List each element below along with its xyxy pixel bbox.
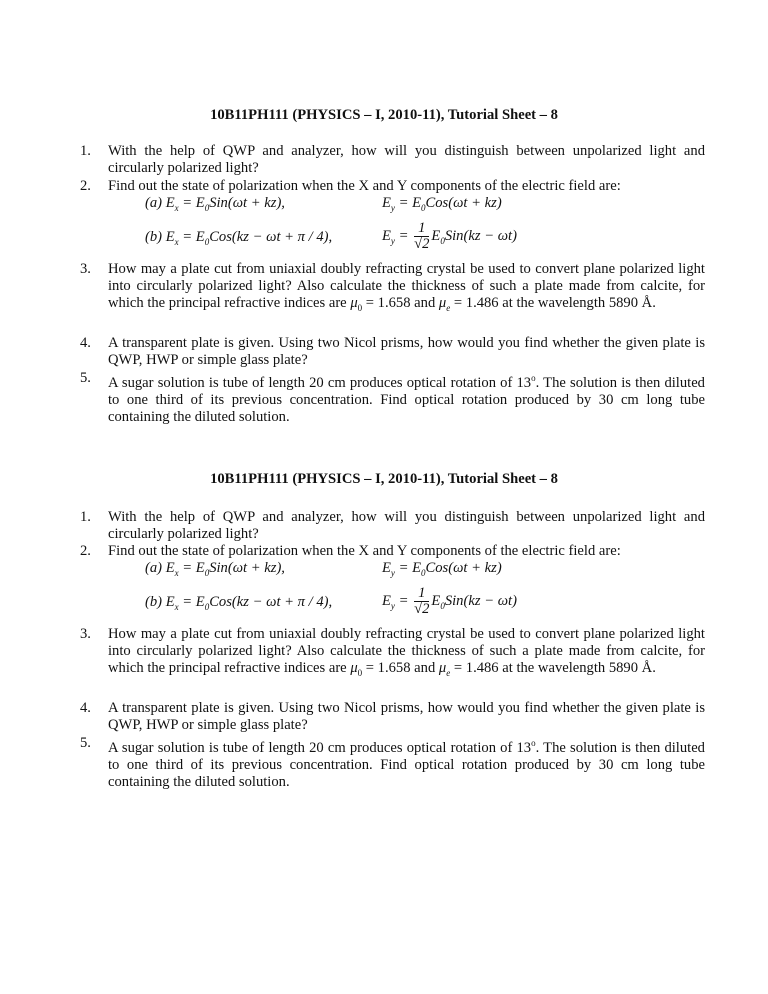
sheet-title: 10B11PH111 (PHYSICS – I, 2010-11), Tutorial Sheet – 8 <box>210 107 558 123</box>
sheet-title: 10B11PH111 (PHYSICS – I, 2010-11), Tutorial Sheet – 8 <box>210 471 558 487</box>
equation-a <box>0 560 768 582</box>
equation-b-ex: (b) $E_x = E_0Cos(kz - \omega t + \pi / 4)$, <box>145 229 333 247</box>
equation-a <box>0 195 768 217</box>
fraction-one-over-root-two: $\frac{1}{√2}$ <box>414 220 430 252</box>
equation-a-ey: $E_y = E_0Cos(\omega t + kz)$ <box>382 195 502 213</box>
equation-b <box>0 221 768 257</box>
fraction-one-over-root-two: $\frac{1}{√2}$ <box>414 585 430 617</box>
equation-a-ex: (a) $E_x = E_0Sin(\omega t + kz)$, <box>145 560 285 578</box>
equation-a-ey: $E_y = E_0Cos(\omega t + kz)$ <box>382 560 502 578</box>
equation-b-ex: (b) $E_x = E_0Cos(kz - \omega t + \pi / 4)$, <box>145 594 333 612</box>
equation-b-ey: $E_y$ = $\frac{1}{√2}$ $E_0Sin(kz - \omega t)$ <box>382 220 517 252</box>
equation-a-ex: (a) $E_x = E_0Sin(\omega t + kz)$, <box>145 195 285 213</box>
equation-b <box>0 586 768 622</box>
equation-b-ey: $E_y$ = $\frac{1}{√2}$ $E_0Sin(kz - \omega t)$ <box>382 585 517 617</box>
